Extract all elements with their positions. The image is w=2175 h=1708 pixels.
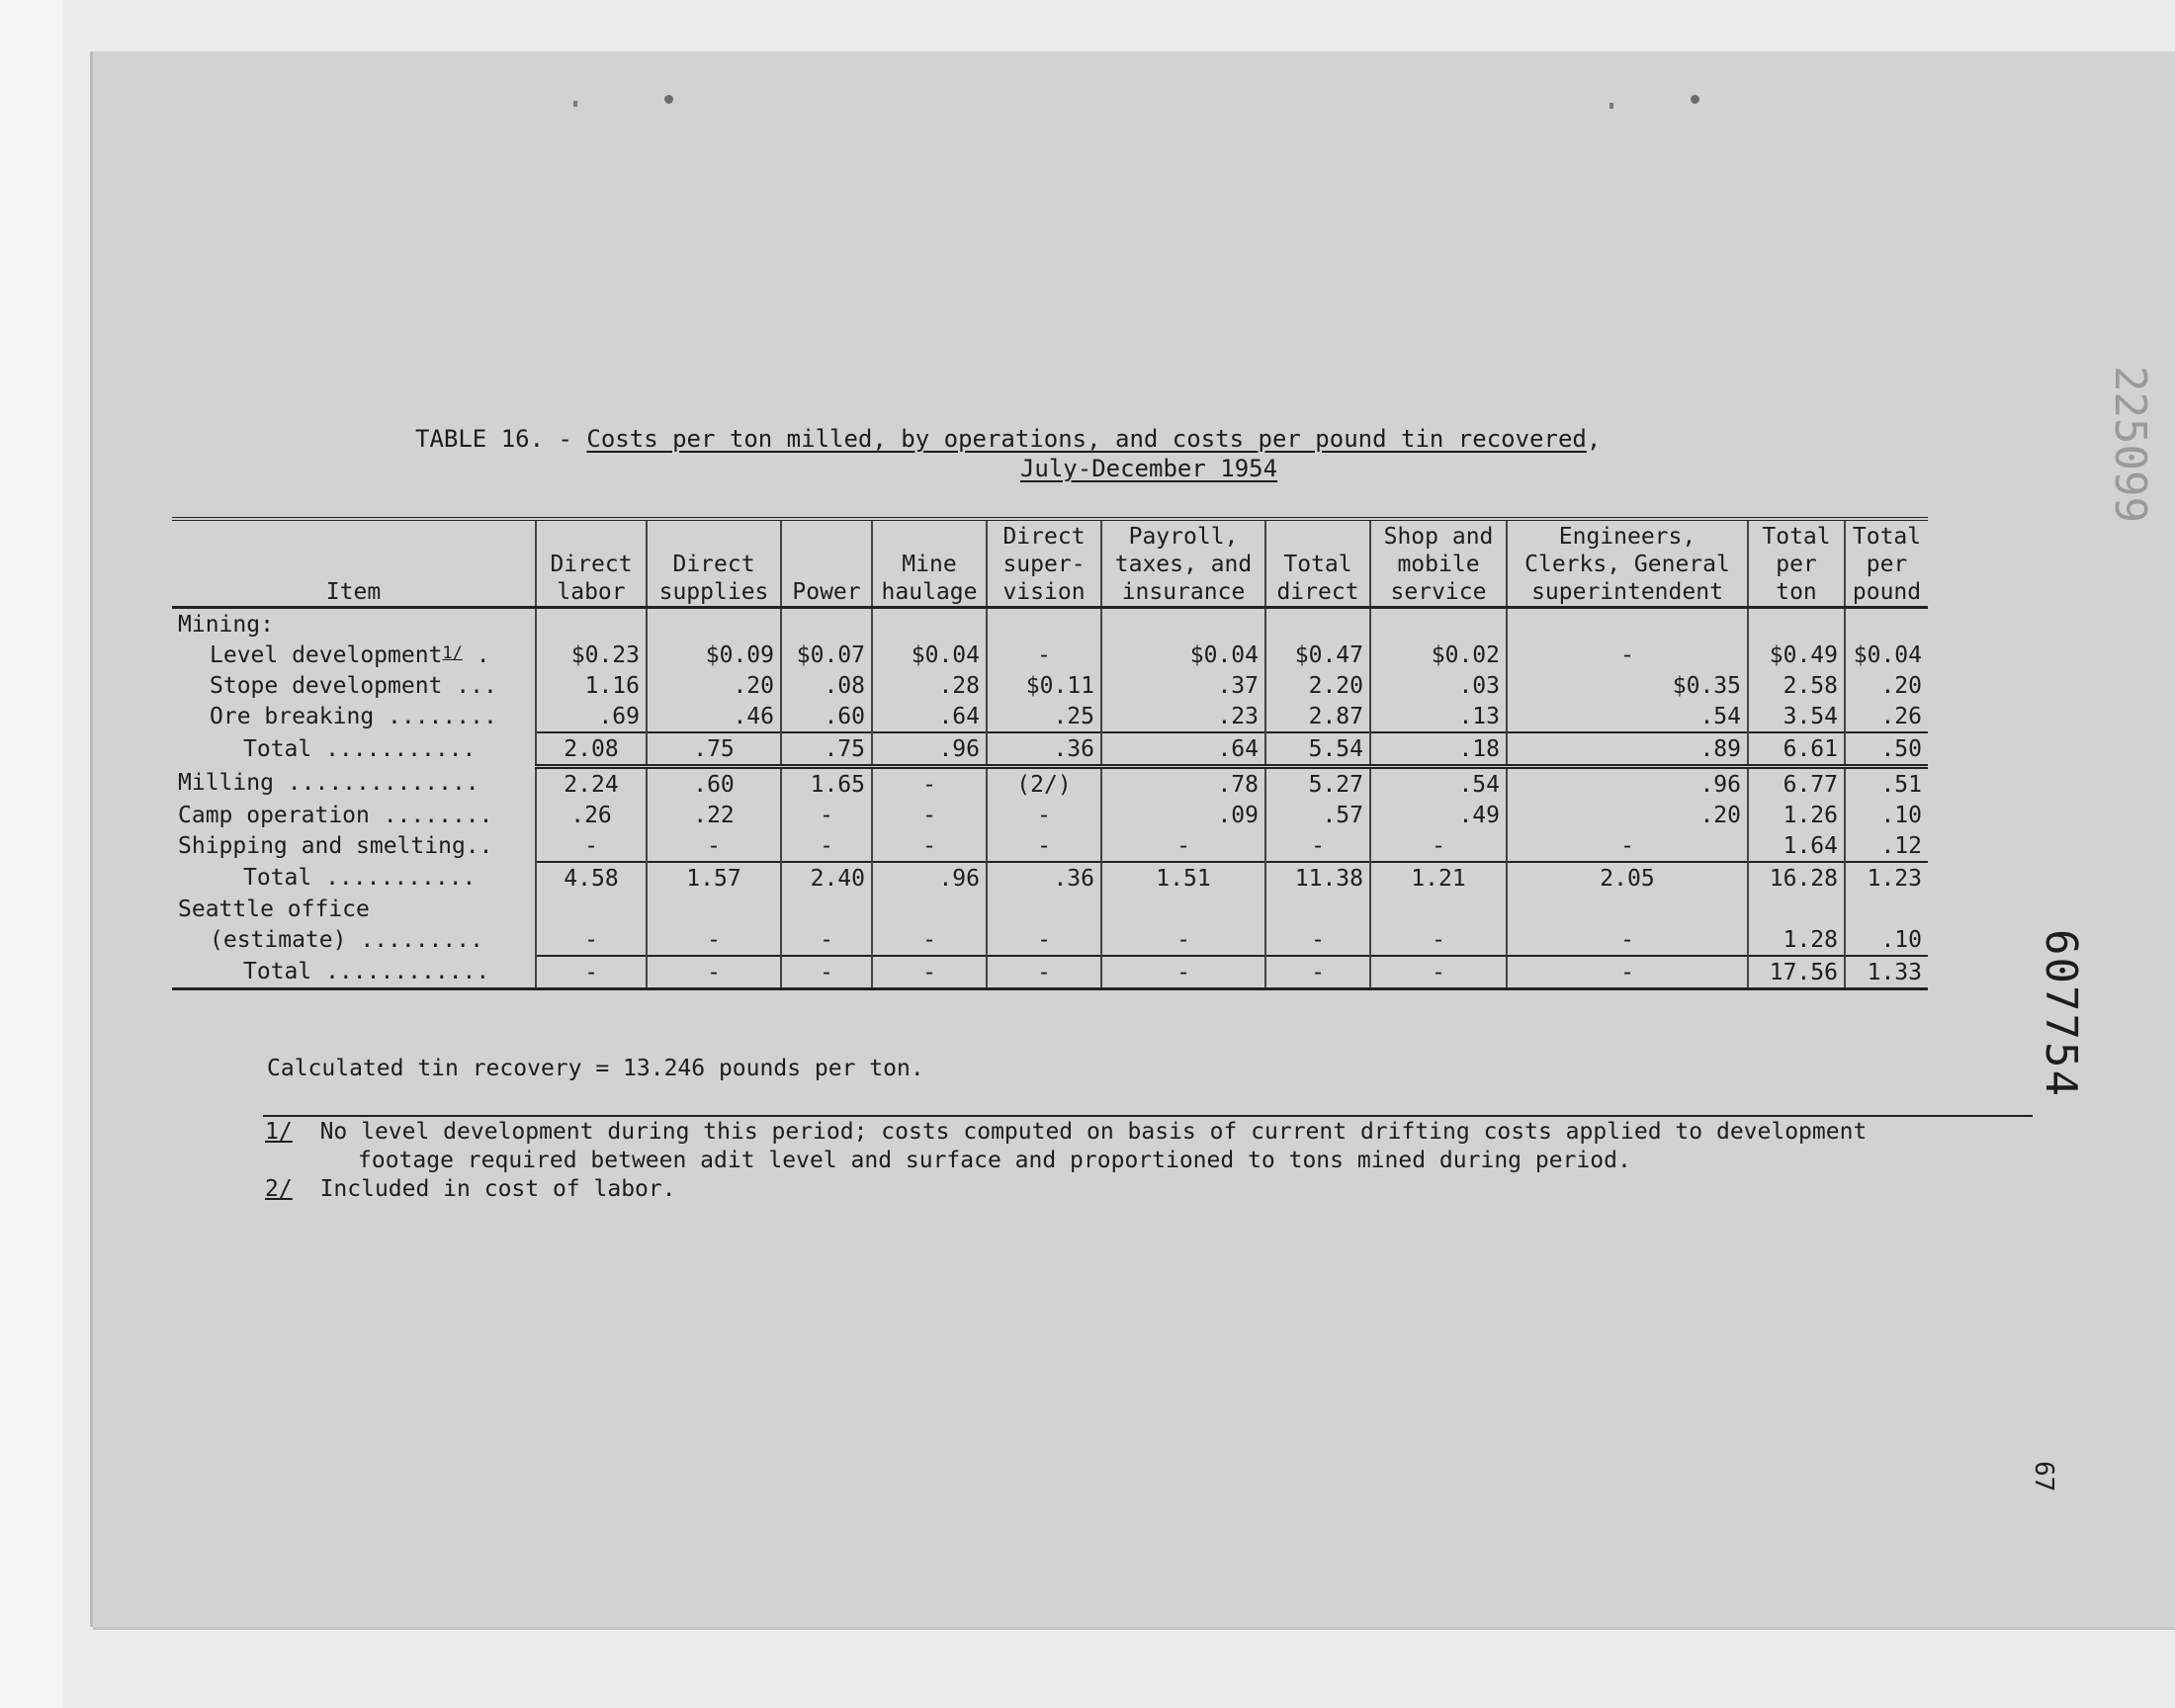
table-cell: $0.07: [781, 640, 872, 670]
table-row: [172, 701, 1928, 732]
table-cell: 3.54: [1748, 701, 1845, 732]
title-comma: ,: [1586, 425, 1602, 453]
table-cell: .20: [647, 670, 781, 701]
table-cell: .60: [647, 767, 781, 801]
row-label: Level development$^{1/}$ .: [210, 641, 490, 668]
table-cell: -: [1265, 830, 1370, 862]
calculated-recovery-note: Calculated tin recovery = 13.246 pounds per ton.: [267, 1056, 924, 1081]
table-cell: $0.35: [1507, 670, 1748, 701]
table-cell: 5.54: [1265, 732, 1370, 767]
table-cell: 2.08: [536, 732, 647, 767]
row-label: Total ............: [243, 959, 490, 984]
table-cell: $0.04: [1845, 640, 1928, 670]
table-cell: -: [781, 956, 872, 989]
table-cell: 6.77: [1748, 767, 1845, 801]
table-cell: .20: [1845, 670, 1928, 701]
footnote-ref: 1/: [442, 642, 463, 663]
table-cell: -: [872, 800, 987, 830]
table-cell: 1.23: [1845, 862, 1928, 894]
table-row-grand-total: [172, 956, 1928, 989]
table-cell: 4.58: [536, 862, 647, 894]
table-cell: -: [1507, 640, 1748, 670]
table-cell: .69: [536, 701, 647, 732]
table-cell: .23: [1101, 701, 1265, 732]
table-cell: -: [647, 830, 781, 862]
table-cell: -: [647, 924, 781, 956]
table-cell: -: [1507, 830, 1748, 862]
table-cell: $0.09: [647, 640, 781, 670]
table-cell: 11.38: [1265, 862, 1370, 894]
table-cell: 2.87: [1265, 701, 1370, 732]
table-cell: .12: [1845, 830, 1928, 862]
section-label-mining: Mining:: [178, 611, 274, 638]
table-row-total: [172, 862, 1928, 894]
table-cell: $0.23: [536, 640, 647, 670]
table-cell: -: [1370, 830, 1507, 862]
column-header-total-per-ton: Total per ton: [1748, 519, 1845, 608]
table-cell: .28: [872, 670, 987, 701]
table-cell: -: [872, 830, 987, 862]
column-header-shop-service: Shop and mobile service: [1370, 519, 1507, 608]
table-row: [172, 924, 1928, 956]
table-cell: -: [536, 924, 647, 956]
table-cell: .08: [781, 670, 872, 701]
table-cell: -: [987, 800, 1101, 830]
table-cell: .78: [1101, 767, 1265, 801]
table-cell: .96: [872, 862, 987, 894]
table-cell: .09: [1101, 800, 1265, 830]
cost-table: [172, 517, 1952, 990]
bleed-through-number: 225099: [2105, 366, 2155, 523]
column-header-row: [172, 519, 1928, 608]
table-cell: .51: [1845, 767, 1928, 801]
table-row: [172, 800, 1928, 830]
column-header-item: Item: [172, 519, 536, 608]
table-cell: 2.20: [1265, 670, 1370, 701]
table-row: [172, 640, 1928, 670]
table-cell: -: [872, 956, 987, 989]
row-label: Milling ..............: [178, 770, 479, 797]
column-header-direct-supplies: Direct supplies: [647, 519, 781, 608]
table-cell: .54: [1370, 767, 1507, 801]
table-cell: $0.04: [872, 640, 987, 670]
table-cell: -: [872, 924, 987, 956]
table-cell: $0.47: [1265, 640, 1370, 670]
column-header-total-direct: Total direct: [1265, 519, 1370, 608]
table-cell: .96: [872, 732, 987, 767]
table-cell: -: [987, 830, 1101, 862]
table-cell: 1.16: [536, 670, 647, 701]
row-label: (estimate) .........: [210, 927, 483, 953]
table-cell: .26: [536, 800, 647, 830]
row-label: Total ...........: [243, 736, 477, 763]
row-label: Camp operation ........: [178, 802, 493, 828]
table-row: [172, 830, 1928, 862]
table-cell: 2.40: [781, 862, 872, 894]
column-header-total-per-pound: Total per pound: [1845, 519, 1928, 608]
table-cell: $0.49: [1748, 640, 1845, 670]
table-cell: (2/): [987, 767, 1101, 801]
table-cell: .64: [1101, 732, 1265, 767]
row-label: Stope development ...: [210, 672, 497, 699]
table-cell: 1.26: [1748, 800, 1845, 830]
footnote-1-continued: footage required between adit level and surface and proportioned to tons mined during period.: [358, 1148, 1631, 1173]
table-cell: .10: [1845, 800, 1928, 830]
table-cell: .20: [1507, 800, 1748, 830]
table-cell: $0.02: [1370, 640, 1507, 670]
table-cell: -: [987, 640, 1101, 670]
table-cell: -: [1265, 956, 1370, 989]
table-cell: .36: [987, 862, 1101, 894]
footnote-2-mark: 2/: [265, 1176, 293, 1202]
table-row: [172, 767, 1928, 801]
table-cell: -: [536, 956, 647, 989]
scan-speck: [573, 101, 577, 107]
table-cell: .10: [1845, 924, 1928, 956]
table-cell: .13: [1370, 701, 1507, 732]
section-row-mining: [172, 608, 1928, 640]
table-cell: -: [781, 830, 872, 862]
column-header-direct-labor: Direct labor: [536, 519, 647, 608]
section-row-seattle: [172, 894, 1928, 924]
table-cell: .64: [872, 701, 987, 732]
table-cell: -: [1101, 924, 1265, 956]
table-cell: .89: [1507, 732, 1748, 767]
column-header-direct-supervision: Direct super- vision: [987, 519, 1101, 608]
table-number: TABLE 16. -: [415, 425, 587, 453]
row-label: Shipping and smelting..: [178, 833, 493, 859]
table-cell: -: [1265, 924, 1370, 956]
table-cell: .26: [1845, 701, 1928, 732]
table-cell: -: [1507, 924, 1748, 956]
table-cell: -: [1507, 956, 1748, 989]
footnote-1: [265, 1117, 1867, 1147]
table-cell: .25: [987, 701, 1101, 732]
table-cell: -: [781, 800, 872, 830]
page-number: 67: [2029, 1461, 2058, 1493]
table-cell: 1.21: [1370, 862, 1507, 894]
table-cell: .03: [1370, 670, 1507, 701]
table-cell: .96: [1507, 767, 1748, 801]
table-cell: -: [781, 924, 872, 956]
scan-speck: [1610, 103, 1613, 109]
table-cell: 1.51: [1101, 862, 1265, 894]
table-cell: .75: [781, 732, 872, 767]
column-header-power: Power: [781, 519, 872, 608]
footnote-1-text: No level development during this period; costs computed on basis of current drifting costs applied to development: [319, 1119, 1868, 1145]
table-cell: $0.04: [1101, 640, 1265, 670]
table-cell: .75: [647, 732, 781, 767]
table-cell: .54: [1507, 701, 1748, 732]
row-label: Ore breaking ........: [210, 704, 497, 729]
table-cell: 2.58: [1748, 670, 1845, 701]
table-cell: .36: [987, 732, 1101, 767]
table-cell: 2.24: [536, 767, 647, 801]
table-cell: $0.11: [987, 670, 1101, 701]
table-cell: 1.64: [1748, 830, 1845, 862]
punch-hole: [1691, 95, 1699, 104]
column-header-mine-haulage: Mine haulage: [872, 519, 987, 608]
table-cell: .50: [1845, 732, 1928, 767]
table-cell: -: [536, 830, 647, 862]
table-cell: -: [1101, 956, 1265, 989]
column-header-payroll-taxes: Payroll, taxes, and insurance: [1101, 519, 1265, 608]
footnote-2-text: Included in cost of labor.: [319, 1176, 676, 1202]
table-title-main: Costs per ton milled, by operations, and costs per pound tin recovered: [586, 425, 1587, 453]
archive-stamp-number: 607754: [2036, 929, 2086, 1098]
table-row: [172, 670, 1928, 701]
table-cell: 1.65: [781, 767, 872, 801]
table-cell: 17.56: [1748, 956, 1845, 989]
table-cell: -: [1370, 956, 1507, 989]
table-cell: .57: [1265, 800, 1370, 830]
punch-hole: [664, 95, 673, 104]
table-cell: -: [872, 767, 987, 801]
table-cell: .60: [781, 701, 872, 732]
table-cell: -: [987, 956, 1101, 989]
table-cell: 5.27: [1265, 767, 1370, 801]
table-cell: 1.57: [647, 862, 781, 894]
scan-margin: [0, 0, 63, 1708]
table-cell: -: [1370, 924, 1507, 956]
table-cell: -: [987, 924, 1101, 956]
table-cell: 2.05: [1507, 862, 1748, 894]
table-cell: -: [1101, 830, 1265, 862]
table-cell: .37: [1101, 670, 1265, 701]
column-header-engineers: Engineers, Clerks, General superintendent: [1507, 519, 1748, 608]
footnote-2: [265, 1174, 676, 1204]
table-title-period: July-December 1954: [1019, 455, 1278, 482]
table-cell: .22: [647, 800, 781, 830]
footnote-1-mark: 1/: [265, 1119, 293, 1145]
table-cell: 16.28: [1748, 862, 1845, 894]
table-cell: 6.61: [1748, 732, 1845, 767]
row-label: Total ...........: [243, 865, 477, 891]
table-cell: .46: [647, 701, 781, 732]
table-cell: 1.33: [1845, 956, 1928, 989]
cost-table-grid: [172, 517, 1928, 990]
section-label-seattle: Seattle office: [178, 896, 370, 922]
table-cell: -: [647, 956, 781, 989]
table-cell: .18: [1370, 732, 1507, 767]
table-cell: 1.28: [1748, 924, 1845, 956]
table-cell: .49: [1370, 800, 1507, 830]
table-row-total: [172, 732, 1928, 767]
